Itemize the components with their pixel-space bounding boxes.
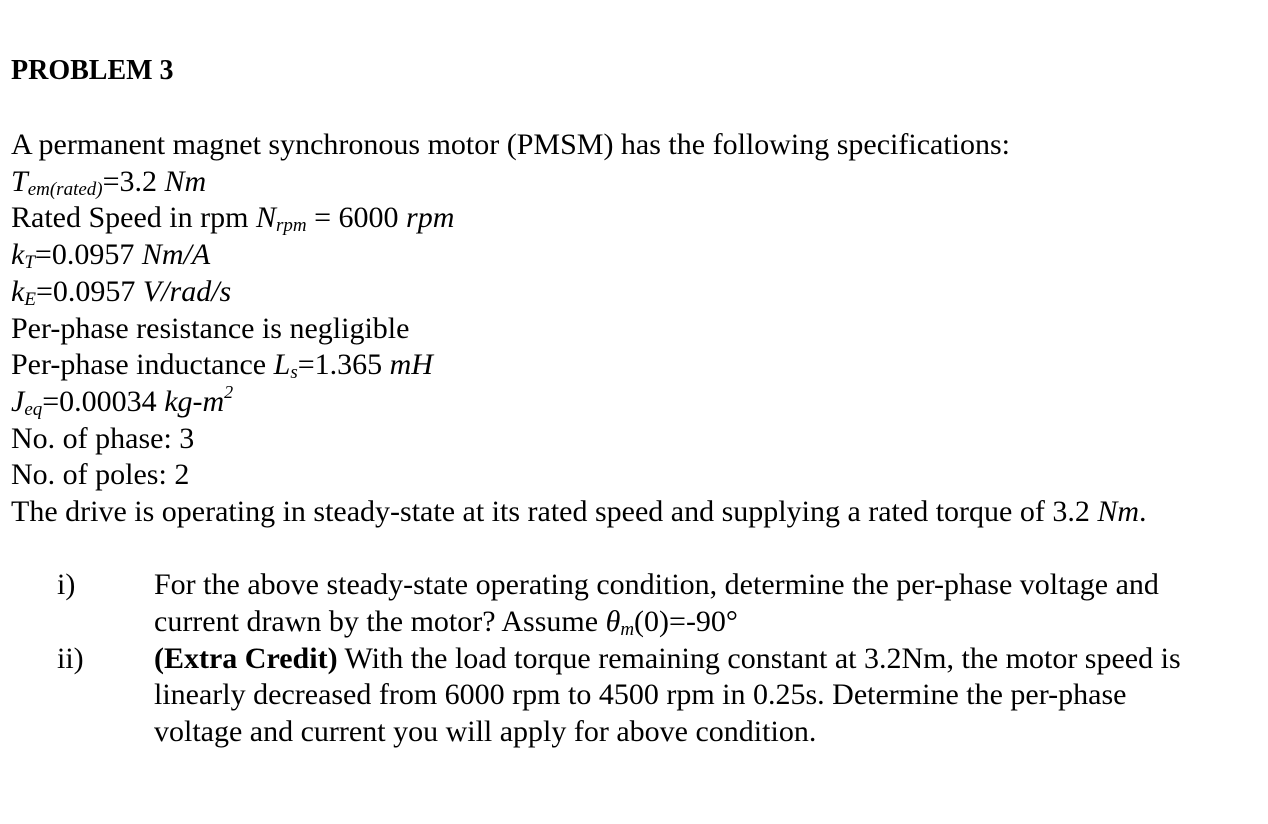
operating-condition bbox=[11, 494, 1147, 530]
kt-value: =0.0957 bbox=[34, 238, 142, 271]
kt-subscript: T bbox=[24, 252, 35, 273]
speed-symbol: N bbox=[255, 201, 276, 234]
intro-text: A permanent magnet synchronous motor (PMSM) has the following specifications: bbox=[11, 128, 1011, 161]
kt-symbol: k bbox=[11, 238, 25, 271]
kt-unit: Nm/A bbox=[141, 238, 211, 271]
question-1-number: i) bbox=[57, 568, 76, 601]
inductance-symbol: L bbox=[273, 348, 291, 381]
spec-emf-constant bbox=[11, 274, 231, 310]
speed-subscript: rpm bbox=[275, 215, 307, 236]
theta-symbol: θ bbox=[605, 605, 621, 638]
operating-text: The drive is operating in steady-state at its rated speed and supplying a rated torque of 3.2 bbox=[11, 495, 1098, 528]
inertia-value: =0.00034 bbox=[42, 385, 165, 418]
spec-poles: No. of poles: 2 bbox=[11, 458, 190, 491]
speed-unit: rpm bbox=[406, 201, 455, 234]
question-1-line-1: For the above steady-state operating condition, determine the per-phase voltage and bbox=[154, 568, 1159, 601]
theta-subscript: m bbox=[620, 619, 635, 640]
ke-unit: V/rad/s bbox=[142, 275, 232, 308]
ke-symbol: k bbox=[11, 275, 25, 308]
torque-subscript: em(rated) bbox=[27, 179, 103, 200]
inductance-value: =1.365 bbox=[297, 348, 390, 381]
ke-value: =0.0957 bbox=[35, 275, 143, 308]
operating-end: . bbox=[1139, 495, 1147, 528]
speed-value: = 6000 bbox=[306, 201, 407, 234]
inductance-unit: mH bbox=[389, 348, 433, 381]
spec-rated-speed bbox=[11, 200, 454, 236]
spec-inertia bbox=[11, 384, 233, 420]
spec-inductance bbox=[11, 347, 433, 383]
inertia-subscript: eq bbox=[24, 399, 43, 420]
inertia-unit: kg-m bbox=[164, 385, 225, 418]
question-1-line-2 bbox=[154, 604, 738, 640]
question-2-line-1-text: With the load torque remaining constant at 3.2Nm, the motor speed is bbox=[337, 642, 1181, 675]
extra-credit-label: (Extra Credit) bbox=[154, 642, 338, 675]
inductance-label: Per-phase inductance bbox=[11, 348, 274, 381]
spec-rated-torque bbox=[11, 164, 206, 200]
inertia-superscript: 2 bbox=[224, 382, 234, 402]
problem-title: PROBLEM 3 bbox=[11, 55, 174, 86]
inertia-symbol: J bbox=[11, 385, 25, 418]
theta-value: (0)=-90° bbox=[634, 605, 738, 638]
question-2-line-1 bbox=[154, 641, 1181, 677]
inductance-subscript: s bbox=[290, 362, 298, 383]
spec-torque-constant bbox=[11, 237, 210, 273]
operating-unit: Nm bbox=[1097, 495, 1140, 528]
question-1-assume-text: current drawn by the motor? Assume bbox=[154, 605, 606, 638]
ke-subscript: E bbox=[24, 289, 36, 310]
question-2-line-3: voltage and current you will apply for above condition. bbox=[154, 715, 817, 748]
torque-value: =3.2 bbox=[102, 165, 165, 198]
torque-unit: Nm bbox=[164, 165, 207, 198]
speed-label: Rated Speed in rpm bbox=[11, 201, 256, 234]
torque-symbol: T bbox=[11, 165, 28, 198]
question-2-line-2: linearly decreased from 6000 rpm to 4500 rpm in 0.25s. Determine the per-phase bbox=[154, 678, 1127, 711]
spec-resistance: Per-phase resistance is negligible bbox=[11, 312, 410, 345]
spec-phases: No. of phase: 3 bbox=[11, 422, 195, 455]
question-2-number: ii) bbox=[57, 642, 84, 675]
